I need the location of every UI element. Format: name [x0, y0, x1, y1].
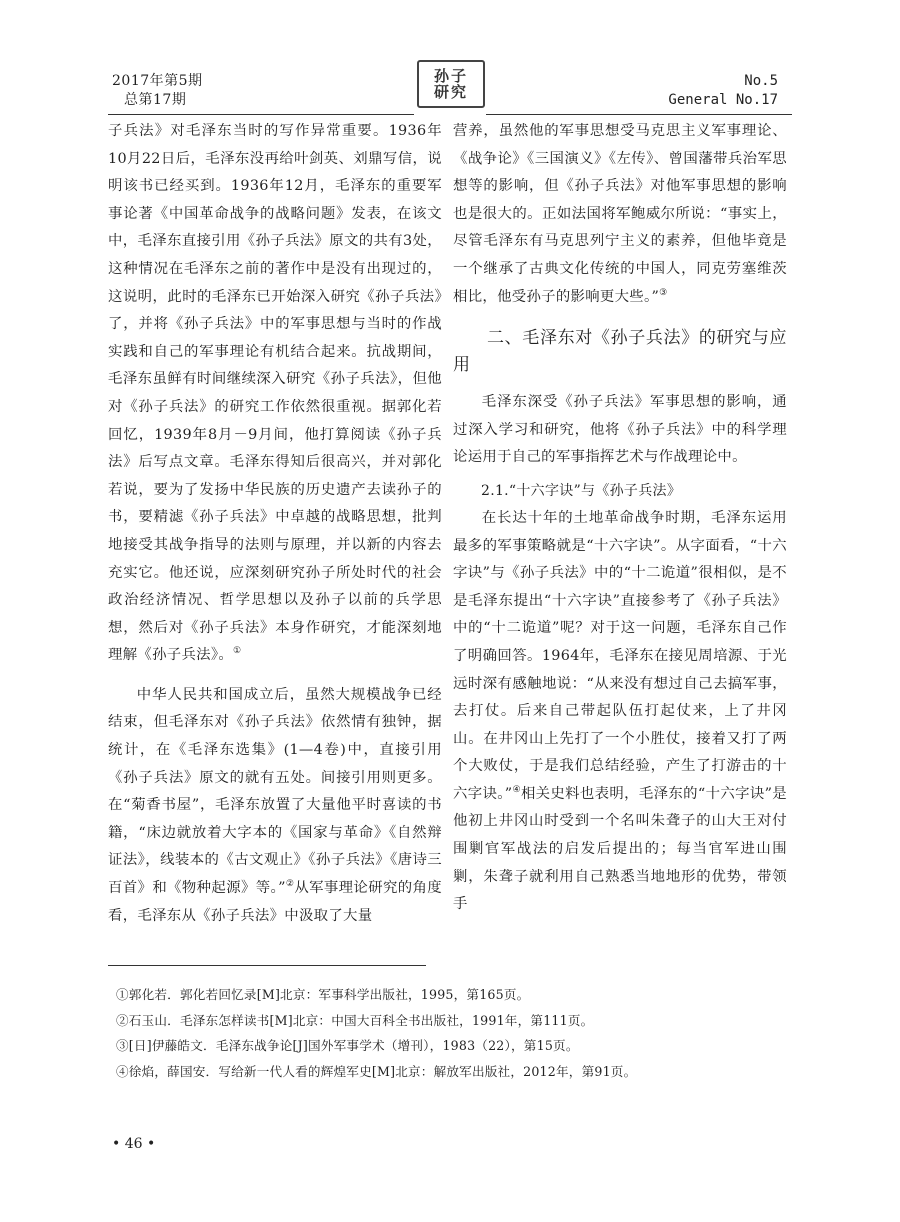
footnote: ②石玉山．毛泽东怎样读书[M]北京：中国大百科全书出版社，1991年，第111页。 [116, 1012, 594, 1028]
issue-year: 2017年第5期 [112, 73, 203, 89]
paragraph: 子兵法》对毛泽东当时的写作异常重要。1936年10月22日后，毛泽东没再给叶剑英、刘鼎写信，说明该书已经买到。1936年12月，毛泽东的重要军事论著《中国革命战争的战略问题》发表，在该文中，毛泽东直接引用《孙子兵法》原文的共有3处，这种情况在毛泽东之前的著作中是没有出现过的，这说明，此时的毛泽东已开始深入研究《孙子兵法》了，并将《孙子兵法》中的军事思想与当时的作战实践和自己的军事理论有机结合起来。抗战期间，毛泽东虽鲜有时间继续深入研究《孙子兵法》，但他对《孙子兵法》的研究工作依然很重视。据郭化若回忆，1939年8月－9月间，他打算阅读《孙子兵法》后写点文章。毛泽东得知后很高兴，并对郭化若说，要为了发扬中华民族的历史遗产去读孙子的书，要精滤《孙子兵法》中卓越的战略思想，批判地接受其战争指导的法则与原理，并以新的内容去充实它。他还说，应深刻研究孙子所处时代的社会政治经济情况、哲学思想以及孙子以前的兵学思想，然后对《孙子兵法》本身作研究，才能深刻地理解《孙子兵法》。① [108, 123, 442, 664]
footnote-mark: ④ [512, 785, 521, 796]
journal-issue-left [112, 72, 203, 110]
subsection-heading: 2.1.“十六字诀”与《孙子兵法》 [481, 482, 682, 499]
footnotes [108, 982, 788, 1084]
footnote: ①郭化若．郭化若回忆录[M]北京：军事科学出版社，1995，第165页。 [116, 987, 530, 1002]
paragraph: 中华人民共和国成立后，虽然大规模战争已经结束，但毛泽东对《孙子兵法》依然情有独钟，据统计，在《毛泽东选集》(1—4卷)中，直接引用《孙子兵法》原文的就有五处。间接引用则更多。在“菊香书屋”，毛泽东放置了大量他平时喜读的书籍，“床边就放着大字本的《国家与革命》《自然辩证法》，线装本的《古文观止》《孙子兵法》《唐诗三百首》和《物种起源》等。”②从军事理论研究的角度看，毛泽东从《孙子兵法》中汲取了大量 [108, 686, 442, 924]
general-number: General No.17 [668, 92, 778, 108]
left-column [108, 118, 442, 930]
journal-logo [417, 60, 485, 108]
footnote-rule [108, 965, 426, 966]
paragraph: 营养，虽然他的军事思想受马克思主义军事理论、《战争论》《三国演义》《左传》、曾国藩带兵治军思想等的影响，但《孙子兵法》对他军事思想的影响也是很大的。正如法国将军鲍威尔所说：“事实上，尽管毛泽东有马克思列宁主义的素养，但他毕竟是一个继承了古典文化传统的中国人，同克劳塞维茨相比，他受孙子的影响更大些。”③ [453, 123, 787, 305]
page-number: • 46 • [112, 1136, 156, 1152]
footnote-mark: ③ [659, 287, 668, 298]
footnote: ③[日]伊藤皓文．毛泽东战争论[J]国外军事学术（增刊），1983（22），第15页。 [116, 1038, 579, 1054]
header-rule-right [486, 114, 792, 115]
logo-text: 孙子研究 [433, 67, 468, 101]
header-rule-left [108, 114, 414, 115]
paragraph: 毛泽东深受《孙子兵法》军事思想的影响，通过深入学习和研究，他将《孙子兵法》中的科学理论运用于自己的军事指挥艺术与作战理论中。 [453, 394, 787, 466]
footnote-mark: ① [233, 646, 242, 657]
right-column [453, 118, 787, 919]
paragraph: 在长达十年的土地革命战争时期，毛泽东运用最多的军事策略就是“十六字诀”。从字面看，“十六字诀”与《孙子兵法》中的“十二诡道”很相似，是不是毛泽东提出“十六字诀”直接参考了《孙子兵法》中的“十二诡道”呢？对于这一问题，毛泽东自己作了明确回答。1964年，毛泽东在接见周培源、于光远时深有感触地说：“从来没有想过自己去搞军事，去打仗。后来自己带起队伍打起仗来，上了井冈山。在井冈山上先打了一个小胜仗，接着又打了两个大败仗，于是我们总结经验，产生了打游击的十六字诀。”④相关史料也表明，毛泽东的“十六字诀”是他初上井冈山时受到一个名叫朱聋子的山大王对付围剿官军战法的启发后提出的；每当官军进山围剿，朱聋子就利用自己熟悉当地地形的优势，带领手 [453, 509, 787, 913]
journal-issue-right [668, 72, 778, 110]
section-heading: 二、毛泽东对《孙子兵法》的研究与应用 [453, 328, 787, 376]
footnote: ④徐焰，薛国安．写给新一代人看的辉煌军史[M]北京：解放军出版社，2012年，第91页。 [116, 1063, 637, 1079]
issue-total: 总第17期 [124, 92, 187, 108]
issue-number: No.5 [744, 73, 778, 89]
footnote-mark: ② [285, 879, 295, 890]
